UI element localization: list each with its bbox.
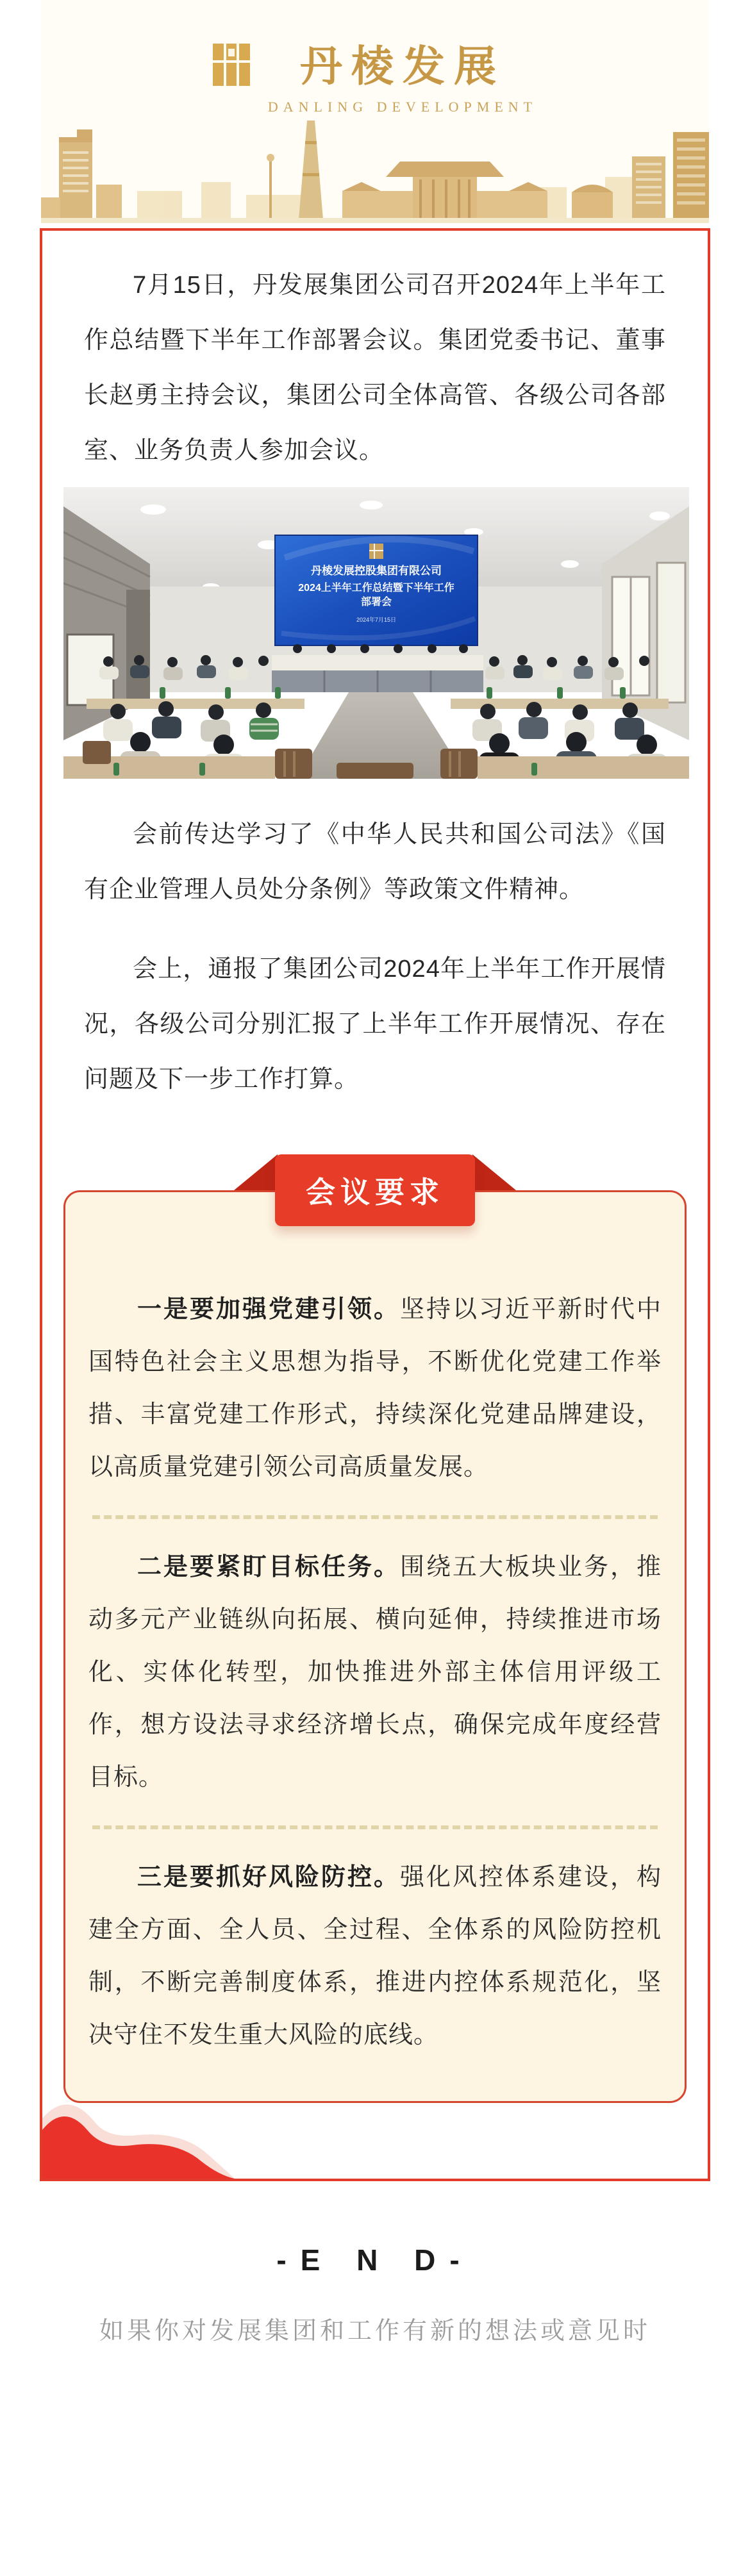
brand-name-cn: 丹棱发展 [300,44,505,90]
requirement-1-lead: 一是要加强党建引领。 [137,1296,400,1323]
dashed-divider-1 [92,1515,658,1519]
skyline-ground [41,218,709,223]
wave-decoration [42,2100,235,2179]
brand-text [268,44,537,115]
footer-clipped-text: 如果你对发展集团和工作有新的想法或意见时 [99,2318,651,2345]
requirement-item-3 [88,1851,662,2061]
ribbon-fold-left-icon [234,1154,278,1190]
brand-logo-icon [213,44,250,86]
paragraph-intro: 7月15日，丹发展集团公司召开2024年上半年工作总结暨下半年工作部署会议。集团党委书记、董事长赵勇主持会议，集团公司全体高管、各级公司各部室、业务负责人参加会议。 [84,272,666,464]
meeting-requirements-banner [275,1154,475,1226]
requirement-3-body: 强化风控体系建设，构建全方面、全人员、全过程、全体系的风险防控机制，不断完善制度体系，推进内控体系规范化，坚决守住不发生重大风险的底线。 [88,1864,662,2048]
brand-name-en: DANLING DEVELOPMENT [267,99,538,115]
requirement-2-body: 围绕五大板块业务，推动多元产业链纵向拓展、横向延伸，持续推进市场化、实体化转型，加快推进外部主体信用评级工作，想方设法寻求经济增长点，确保完成年度经营目标。 [88,1554,662,1791]
screen-date: 2024年7月15日 [356,617,397,623]
requirements-section [63,1154,687,2103]
requirement-item-1 [88,1283,662,1493]
city-skyline-art [41,115,709,223]
wave-halo [42,2104,235,2179]
requirement-item-2 [88,1541,662,1804]
dashed-divider-2 [92,1825,658,1829]
ribbon-fold-right-icon [472,1154,516,1190]
screen-title-line1: 丹棱发展控股集团有限公司 [311,565,442,577]
masthead [41,0,709,223]
paragraph-report: 会上，通报了集团公司2024年上半年工作开展情况，各级公司分别汇报了上半年工作开展情况、存在问题及下一步工作打算。 [84,956,666,1093]
paragraph-study: 会前传达学习了《中华人民共和国公司法》《国有企业管理人员处分条例》等政策文件精神。 [84,821,666,903]
meeting-photo[interactable] [63,487,689,779]
wave-red [42,2116,235,2179]
article-body-card [40,228,710,2181]
requirement-2-lead: 二是要紧盯目标任务。 [137,1554,400,1581]
screen-title-line3: 部署会 [360,597,392,608]
banner-plate [275,1154,475,1226]
brand-lockup [41,44,709,115]
requirement-3-lead: 三是要抓好风险防控。 [137,1864,400,1891]
requirement-1-body: 坚持以习近平新时代中国特色社会主义思想为指导，不断优化党建工作举措、丰富党建工作形式，持续深化党建品牌建设，以高质量党建引领公司高质量发展。 [88,1296,662,1481]
end-marker: -E N D- [276,2243,474,2277]
screen-title-line2: 2024上半年工作总结暨下半年工作 [298,583,454,594]
requirements-card [63,1190,687,2103]
right-window-2 [657,563,685,702]
banner-label: 会议要求 [306,1176,444,1209]
led-screen [275,535,478,645]
